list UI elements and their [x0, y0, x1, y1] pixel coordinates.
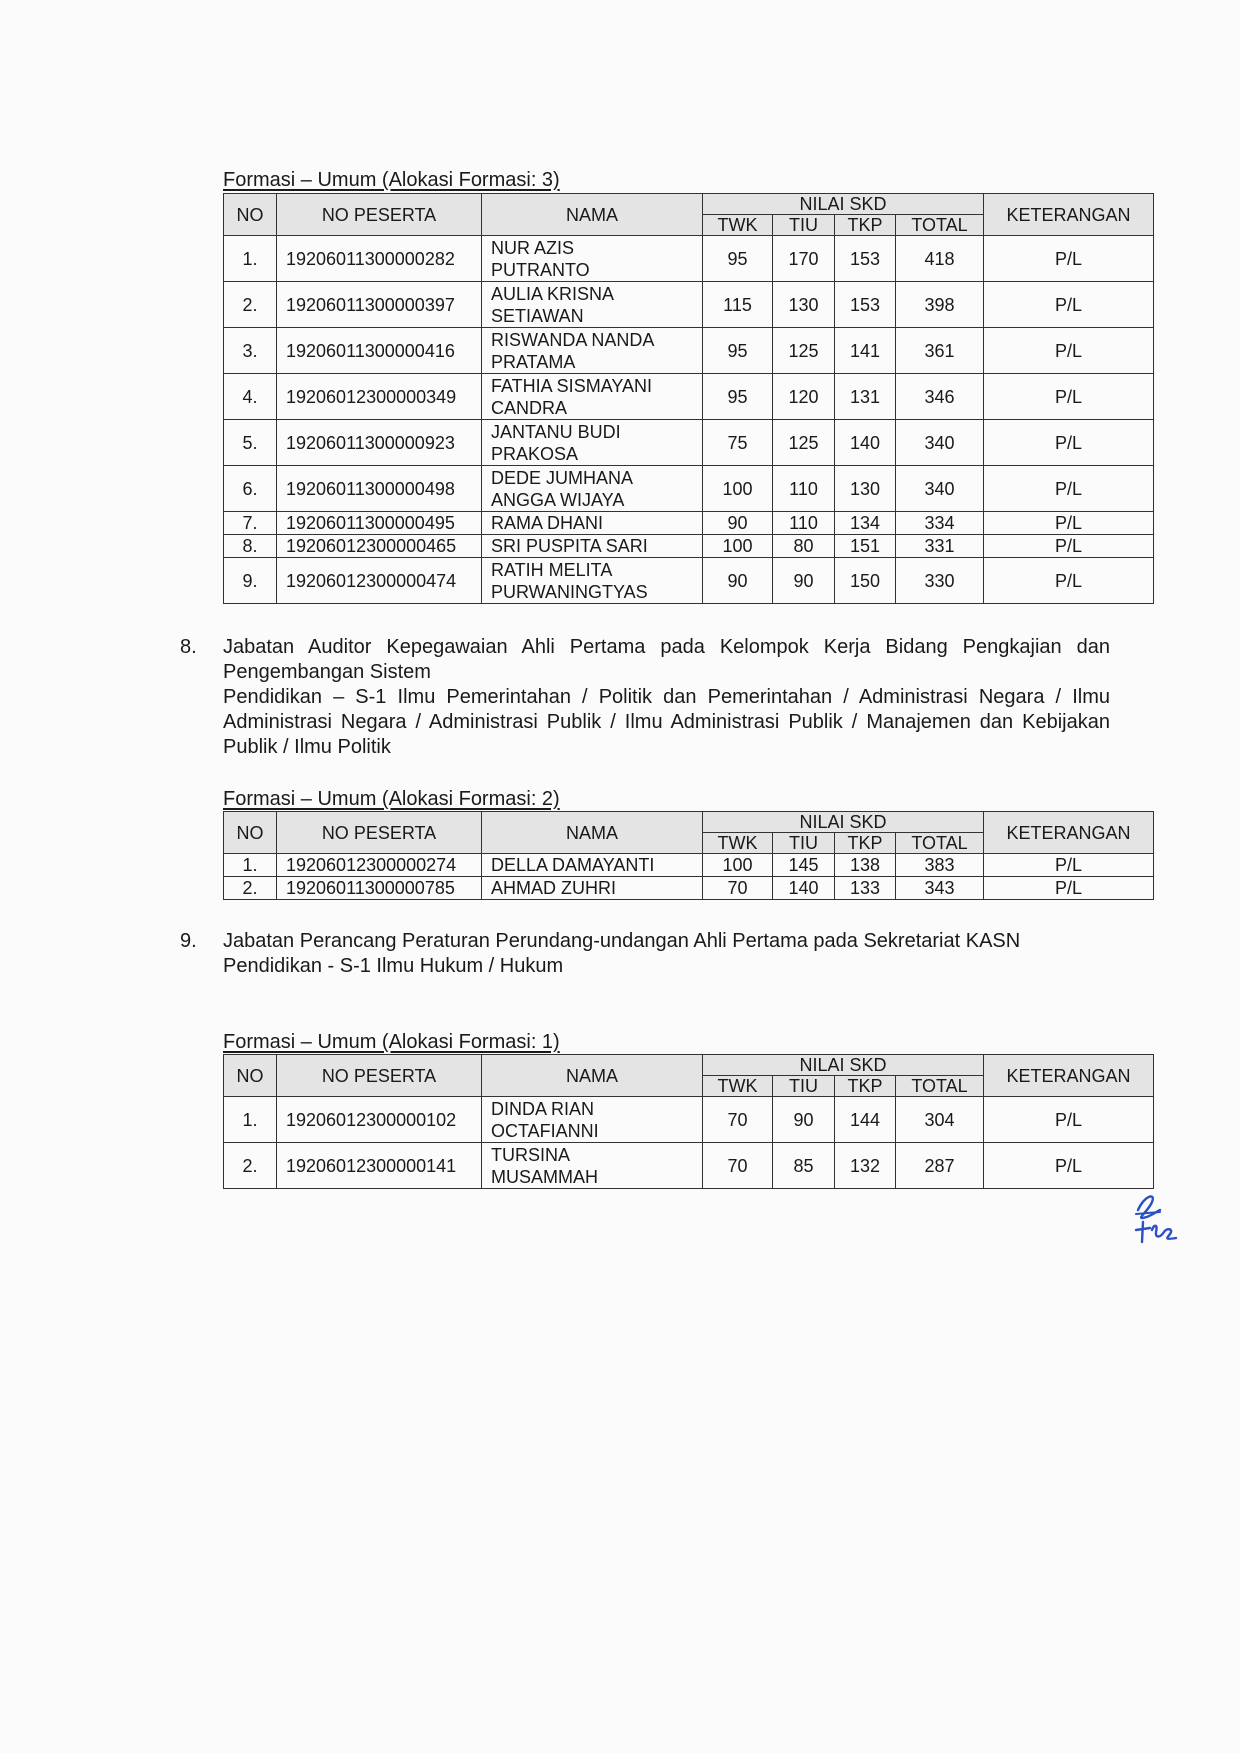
- cell-twk: 100: [703, 854, 773, 877]
- cell-tkp: 153: [835, 236, 896, 282]
- cell-twk: 90: [703, 558, 773, 604]
- table-row: [224, 1097, 1154, 1143]
- table-row: [224, 877, 1154, 900]
- cell-twk: 90: [703, 512, 773, 535]
- cell-tiu: 120: [773, 374, 835, 420]
- cell-total: 331: [896, 535, 984, 558]
- cell-total: 343: [896, 877, 984, 900]
- header-no: NO: [224, 812, 277, 854]
- cell-nama: [482, 466, 703, 512]
- skd-table-3: [223, 1054, 1154, 1189]
- skd-table-1: [223, 193, 1154, 604]
- cell-total: 287: [896, 1143, 984, 1189]
- cell-tiu: 110: [773, 512, 835, 535]
- cell-tkp: 140: [835, 420, 896, 466]
- cell-no: 3.: [224, 328, 277, 374]
- cell-no: 4.: [224, 374, 277, 420]
- table-row: [224, 512, 1154, 535]
- cell-tkp: 132: [835, 1143, 896, 1189]
- cell-keterangan: P/L: [984, 1143, 1154, 1189]
- formasi-caption-3: Formasi – Umum (Alokasi Formasi: 1): [223, 1031, 560, 1053]
- cell-keterangan: P/L: [984, 282, 1154, 328]
- cell-no-peserta: 19206012300000349: [277, 374, 482, 420]
- cell-twk: 95: [703, 374, 773, 420]
- cell-twk: 70: [703, 1097, 773, 1143]
- table-row: [224, 282, 1154, 328]
- nama-line: MUSAMMAH: [491, 1166, 598, 1187]
- cell-tiu: 125: [773, 420, 835, 466]
- header-twk: TWK: [703, 215, 773, 236]
- cell-tkp: 133: [835, 877, 896, 900]
- cell-total: 304: [896, 1097, 984, 1143]
- cell-twk: 100: [703, 535, 773, 558]
- header-no-peserta: NO PESERTA: [277, 1055, 482, 1097]
- nama-line: TURSINA: [491, 1144, 571, 1165]
- cell-no: 6.: [224, 466, 277, 512]
- item-number: 9.: [180, 930, 197, 952]
- cell-nama: [482, 1097, 703, 1143]
- nama-line: PRATAMA: [491, 351, 576, 372]
- cell-nama: DELLA DAMAYANTI: [482, 854, 703, 877]
- table-row: [224, 374, 1154, 420]
- item-number: 8.: [180, 636, 197, 658]
- cell-tkp: 151: [835, 535, 896, 558]
- cell-twk: 95: [703, 328, 773, 374]
- cell-no-peserta: 19206011300000416: [277, 328, 482, 374]
- formasi-caption-2: Formasi – Umum (Alokasi Formasi: 2): [223, 788, 560, 810]
- item-pendidikan: Pendidikan - S-1 Ilmu Hukum / Hukum: [223, 955, 564, 977]
- cell-tiu: 130: [773, 282, 835, 328]
- header-tiu: TIU: [773, 1076, 835, 1097]
- cell-tiu: 145: [773, 854, 835, 877]
- header-no-peserta: NO PESERTA: [277, 812, 482, 854]
- cell-twk: 70: [703, 1143, 773, 1189]
- cell-keterangan: P/L: [984, 535, 1154, 558]
- cell-no-peserta: 19206012300000474: [277, 558, 482, 604]
- header-nama: NAMA: [482, 812, 703, 854]
- header-nilai-skd: NILAI SKD: [703, 812, 984, 833]
- nama-line: SETIAWAN: [491, 305, 584, 326]
- nama-line: AULIA KRISNA: [491, 283, 615, 304]
- header-nama: NAMA: [482, 1055, 703, 1097]
- nama-line: FATHIA SISMAYANI: [491, 375, 653, 396]
- cell-keterangan: P/L: [984, 236, 1154, 282]
- cell-nama: [482, 328, 703, 374]
- cell-no: 2.: [224, 1143, 277, 1189]
- cell-tkp: 141: [835, 328, 896, 374]
- header-twk: TWK: [703, 833, 773, 854]
- cell-keterangan: P/L: [984, 558, 1154, 604]
- nama-line: PURWANINGTYAS: [491, 581, 648, 602]
- cell-no: 1.: [224, 236, 277, 282]
- cell-no-peserta: 19206012300000141: [277, 1143, 482, 1189]
- cell-total: 340: [896, 466, 984, 512]
- cell-keterangan: P/L: [984, 466, 1154, 512]
- table-row: [224, 558, 1154, 604]
- cell-twk: 115: [703, 282, 773, 328]
- nama-line: CANDRA: [491, 397, 568, 418]
- header-nama: NAMA: [482, 194, 703, 236]
- cell-tkp: 150: [835, 558, 896, 604]
- header-tiu: TIU: [773, 833, 835, 854]
- cell-no: 1.: [224, 854, 277, 877]
- header-keterangan: KETERANGAN: [984, 194, 1154, 236]
- header-nilai-skd: NILAI SKD: [703, 1055, 984, 1076]
- cell-no: 7.: [224, 512, 277, 535]
- nama-line: PRAKOSA: [491, 443, 579, 464]
- header-total: TOTAL: [896, 215, 984, 236]
- nama-line: PUTRANTO: [491, 259, 590, 280]
- cell-nama: SRI PUSPITA SARI: [482, 535, 703, 558]
- cell-no-peserta: 19206011300000397: [277, 282, 482, 328]
- cell-no-peserta: 19206011300000495: [277, 512, 482, 535]
- nama-line: RISWANDA NANDA: [491, 329, 655, 350]
- cell-no: 2.: [224, 282, 277, 328]
- item-8: [180, 635, 1110, 760]
- cell-no-peserta: 19206012300000274: [277, 854, 482, 877]
- cell-keterangan: P/L: [984, 374, 1154, 420]
- nama-line: OCTAFIANNI: [491, 1120, 599, 1141]
- cell-keterangan: P/L: [984, 1097, 1154, 1143]
- cell-nama: [482, 1143, 703, 1189]
- header-no-peserta: NO PESERTA: [277, 194, 482, 236]
- cell-nama: [482, 558, 703, 604]
- item-9: [180, 929, 1110, 979]
- cell-tkp: 134: [835, 512, 896, 535]
- header-nilai-skd: NILAI SKD: [703, 194, 984, 215]
- cell-nama: [482, 236, 703, 282]
- table-row: [224, 236, 1154, 282]
- cell-total: 330: [896, 558, 984, 604]
- cell-nama: [482, 420, 703, 466]
- cell-total: 361: [896, 328, 984, 374]
- table-row: [224, 328, 1154, 374]
- nama-line: DINDA RIAN: [491, 1098, 595, 1119]
- table-row: [224, 1143, 1154, 1189]
- cell-tiu: 140: [773, 877, 835, 900]
- cell-keterangan: P/L: [984, 328, 1154, 374]
- header-no: NO: [224, 194, 277, 236]
- cell-tiu: 85: [773, 1143, 835, 1189]
- nama-line: RATIH MELITA: [491, 559, 613, 580]
- header-tkp: TKP: [835, 833, 896, 854]
- cell-total: 383: [896, 854, 984, 877]
- cell-tkp: 130: [835, 466, 896, 512]
- header-twk: TWK: [703, 1076, 773, 1097]
- cell-tkp: 131: [835, 374, 896, 420]
- cell-no: 9.: [224, 558, 277, 604]
- cell-nama: AHMAD ZUHRI: [482, 877, 703, 900]
- cell-twk: 95: [703, 236, 773, 282]
- cell-twk: 70: [703, 877, 773, 900]
- header-tiu: TIU: [773, 215, 835, 236]
- cell-tkp: 144: [835, 1097, 896, 1143]
- cell-nama: RAMA DHANI: [482, 512, 703, 535]
- cell-tiu: 80: [773, 535, 835, 558]
- nama-line: DEDE JUMHANA: [491, 467, 634, 488]
- cell-keterangan: P/L: [984, 512, 1154, 535]
- table-row: [224, 466, 1154, 512]
- cell-tiu: 110: [773, 466, 835, 512]
- nama-line: JANTANU BUDI: [491, 421, 621, 442]
- cell-no-peserta: 19206011300000785: [277, 877, 482, 900]
- table-row: [224, 535, 1154, 558]
- formasi-caption-1: Formasi – Umum (Alokasi Formasi: 3): [223, 169, 560, 191]
- header-total: TOTAL: [896, 833, 984, 854]
- item-title: Jabatan Auditor Kepegawaian Ahli Pertama pada Kelompok Kerja Bidang Pengkajian dan Pengembangan Sistem: [223, 636, 1110, 683]
- cell-no-peserta: 19206011300000282: [277, 236, 482, 282]
- table-row: [224, 854, 1154, 877]
- cell-tiu: 90: [773, 558, 835, 604]
- cell-total: 334: [896, 512, 984, 535]
- cell-no-peserta: 19206011300000923: [277, 420, 482, 466]
- cell-no: 8.: [224, 535, 277, 558]
- cell-twk: 100: [703, 466, 773, 512]
- cell-twk: 75: [703, 420, 773, 466]
- cell-tiu: 170: [773, 236, 835, 282]
- cell-total: 340: [896, 420, 984, 466]
- header-keterangan: KETERANGAN: [984, 1055, 1154, 1097]
- cell-tkp: 153: [835, 282, 896, 328]
- cell-keterangan: P/L: [984, 877, 1154, 900]
- cell-nama: [482, 374, 703, 420]
- cell-total: 346: [896, 374, 984, 420]
- header-tkp: TKP: [835, 215, 896, 236]
- cell-no-peserta: 19206011300000498: [277, 466, 482, 512]
- cell-nama: [482, 282, 703, 328]
- header-total: TOTAL: [896, 1076, 984, 1097]
- cell-no: 2.: [224, 877, 277, 900]
- cell-total: 418: [896, 236, 984, 282]
- cell-keterangan: P/L: [984, 420, 1154, 466]
- header-tkp: TKP: [835, 1076, 896, 1097]
- header-no: NO: [224, 1055, 277, 1097]
- table-row: [224, 420, 1154, 466]
- nama-line: ANGGA WIJAYA: [491, 489, 625, 510]
- cell-tiu: 125: [773, 328, 835, 374]
- nama-line: NUR AZIS: [491, 237, 575, 258]
- cell-tiu: 90: [773, 1097, 835, 1143]
- cell-total: 398: [896, 282, 984, 328]
- item-title: Jabatan Perancang Peraturan Perundang-undangan Ahli Pertama pada Sekretariat KASN: [223, 930, 1021, 952]
- cell-no-peserta: 19206012300000102: [277, 1097, 482, 1143]
- cell-keterangan: P/L: [984, 854, 1154, 877]
- handwritten-initials-signature: [1130, 1188, 1180, 1248]
- header-keterangan: KETERANGAN: [984, 812, 1154, 854]
- item-pendidikan: Pendidikan – S-1 Ilmu Pemerintahan / Politik dan Pemerintahan / Administrasi Negara / Ilmu Administrasi Negara / Administrasi Publik / Ilmu Administrasi Publik / Manajemen dan Kebijakan Publik / Ilmu Politik: [223, 686, 1110, 758]
- cell-no: 5.: [224, 420, 277, 466]
- skd-table-2: [223, 811, 1154, 900]
- cell-tkp: 138: [835, 854, 896, 877]
- cell-no-peserta: 19206012300000465: [277, 535, 482, 558]
- cell-no: 1.: [224, 1097, 277, 1143]
